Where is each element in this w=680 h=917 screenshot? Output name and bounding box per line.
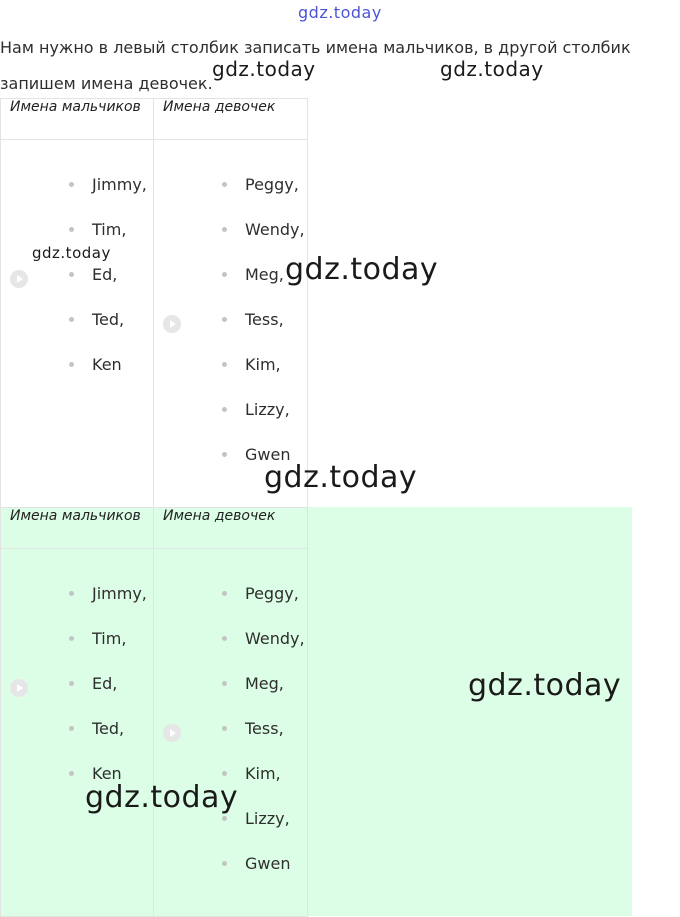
header-girls: Имена девочек <box>154 99 308 140</box>
header-boys: Имена мальчиков <box>1 99 154 140</box>
list-item: Ted, <box>1 706 153 751</box>
list-item: Peggy, <box>154 162 307 207</box>
list-item: Lizzy, <box>154 796 307 841</box>
list-item: Ken <box>1 751 153 796</box>
list-item: Gwen <box>154 432 307 477</box>
list-item: Jimmy, <box>1 162 153 207</box>
names-table-2 <box>0 507 308 917</box>
play-icon[interactable] <box>10 270 28 288</box>
list-item: Lizzy, <box>154 387 307 432</box>
list-item: Ken <box>1 342 153 387</box>
list-item: Kim, <box>154 342 307 387</box>
watermark: gdz.today <box>285 252 439 287</box>
list-item: Tess, <box>154 706 307 751</box>
watermark: gdz.today <box>212 57 316 81</box>
girls-cell <box>154 549 308 917</box>
list-item: Ed, <box>1 661 153 706</box>
play-icon[interactable] <box>163 315 181 333</box>
intro-text: Нам нужно в левый столбик записать имена мальчиков, в другой столбик запишем имена девочек. <box>0 38 631 93</box>
watermark: gdz.today <box>264 460 418 495</box>
boys-cell <box>1 549 154 917</box>
header-girls: Имена девочек <box>154 508 308 549</box>
watermark: gdz.today <box>440 57 544 81</box>
list-item: Gwen <box>154 841 307 886</box>
watermark: gdz.today <box>32 244 111 262</box>
list-item: Jimmy, <box>1 571 153 616</box>
list-item: Meg, <box>154 252 307 297</box>
watermark-top: gdz.today <box>298 3 382 22</box>
list-item: Tim, <box>1 207 153 252</box>
play-icon[interactable] <box>163 724 181 742</box>
list-item: Wendy, <box>154 207 307 252</box>
list-item: Tess, <box>154 297 307 342</box>
list-item: Ted, <box>1 297 153 342</box>
watermark: gdz.today <box>468 668 622 703</box>
list-item: Kim, <box>154 751 307 796</box>
header-boys: Имена мальчиков <box>1 508 154 549</box>
girls-cell <box>154 140 308 508</box>
list-item: Ed, <box>1 252 153 297</box>
names-table-1 <box>0 98 308 508</box>
list-item: Meg, <box>154 661 307 706</box>
play-icon[interactable] <box>10 679 28 697</box>
list-item: Tim, <box>1 616 153 661</box>
watermark: gdz.today <box>85 780 239 815</box>
list-item: Wendy, <box>154 616 307 661</box>
list-item: Peggy, <box>154 571 307 616</box>
boys-cell <box>1 140 154 508</box>
